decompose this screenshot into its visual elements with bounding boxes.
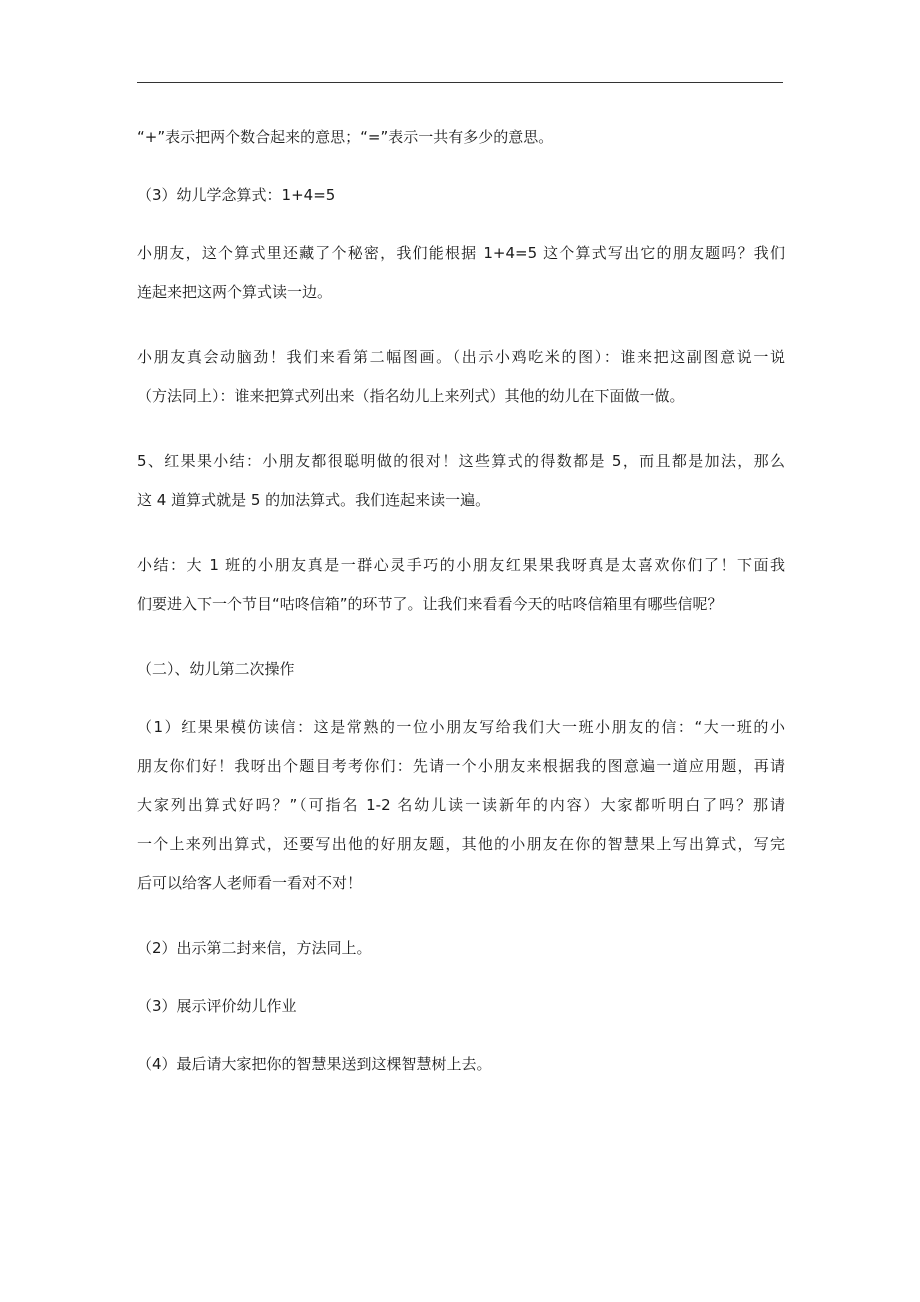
text-line: 一个上来列出算式，还要写出他的好朋友题，其他的小朋友在你的智慧果上写出算式，写完: [137, 835, 785, 853]
paragraph-symbol-meaning: [137, 118, 785, 157]
text-line: （2）出示第二封来信，方法同上。: [137, 939, 372, 957]
paragraph-read-letter: [137, 708, 785, 903]
text-line: “+”表示把两个数合起来的意思；“=”表示一共有多少的意思。: [137, 128, 554, 146]
text-line: 小朋友真会动脑劲！我们来看第二幅图画。（出示小鸡吃米的图）：谁来把这副图意说一说: [137, 348, 785, 366]
text-line: 们要进入下一个节目“咕咚信箱”的环节了。让我们来看看今天的咕咚信箱里有哪些信呢？: [137, 595, 723, 613]
text-line: 后可以给客人老师看一看对不对！: [137, 874, 363, 892]
text-line: 小朋友，这个算式里还藏了个秘密，我们能根据 1+4=5 这个算式写出它的朋友题吗？我们: [137, 244, 785, 262]
text-line: （方法同上）：谁来把算式列出来（指名幼儿上来列式）其他的幼儿在下面做一做。: [137, 387, 685, 405]
paragraph-wisdom-tree: [137, 1045, 785, 1084]
section-heading-second-operation: [137, 650, 785, 689]
document-body: [137, 118, 785, 1103]
text-line: （3）展示评价幼儿作业: [137, 997, 297, 1015]
text-line: （二）、幼儿第二次操作: [137, 660, 295, 678]
text-line: 大家列出算式好吗？”（可指名 1-2 名幼儿读一读新年的内容）大家都听明白了吗？那请: [137, 796, 785, 814]
paragraph-summary-class: [137, 546, 785, 624]
paragraph-recite-formula: [137, 176, 785, 215]
text-line: （1）红果果模仿读信：这是常熟的一位小朋友写给我们大一班小朋友的信：“大一班的小: [137, 718, 785, 736]
text-line: 朋友你们好！我呀出个题目考考你们：先请一个小朋友来根据我的图意遍一道应用题，再请: [137, 757, 785, 775]
paragraph-friend-problem: [137, 234, 785, 312]
text-line: 这 4 道算式就是 5 的加法算式。我们连起来读一遍。: [137, 491, 491, 509]
paragraph-second-letter: [137, 929, 785, 968]
text-line: 连起来把这两个算式读一边。: [137, 283, 333, 301]
text-line: （3）幼儿学念算式：1+4=5: [137, 186, 336, 204]
text-line: 5、红果果小结：小朋友都很聪明做的很对！这些算式的得数都是 5，而且都是加法，那么: [137, 452, 785, 470]
paragraph-second-picture: [137, 338, 785, 416]
header-rule: [137, 82, 783, 83]
paragraph-summary-5: [137, 442, 785, 520]
paragraph-evaluate-work: [137, 987, 785, 1026]
text-line: （4）最后请大家把你的智慧果送到这棵智慧树上去。: [137, 1055, 492, 1073]
text-line: 小结：大 1 班的小朋友真是一群心灵手巧的小朋友红果果我呀真是太喜欢你们了！下面我: [137, 556, 785, 574]
